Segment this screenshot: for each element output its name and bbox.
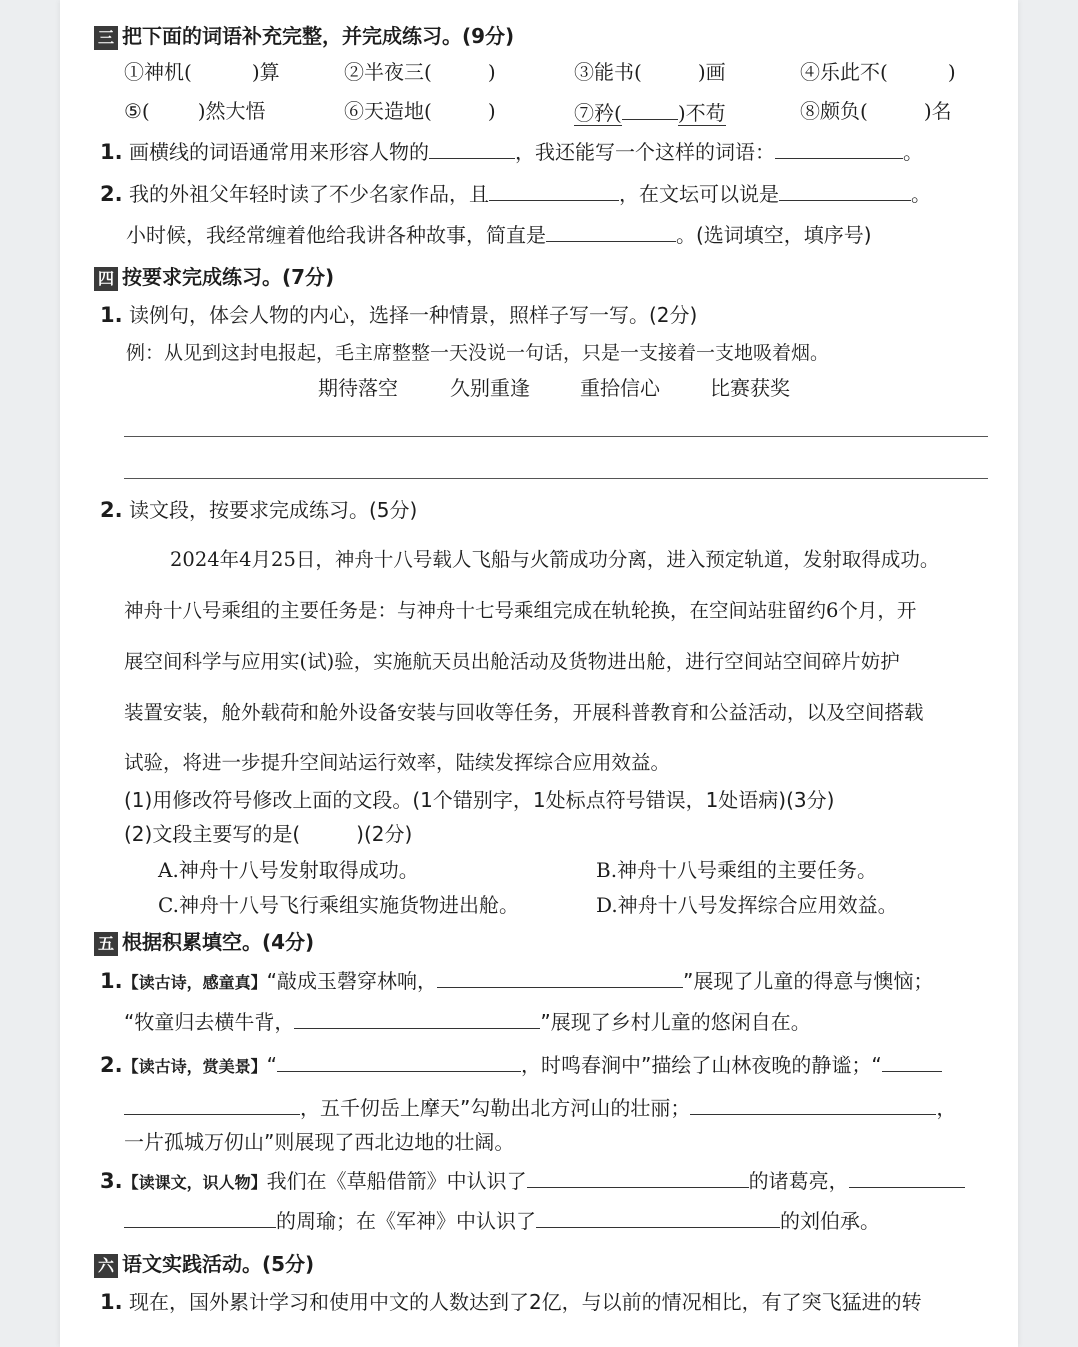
- question-text: )(2分): [356, 822, 413, 846]
- question-tag: 【读古诗，感童真】: [122, 973, 267, 992]
- section-5-title: 根据积累填空。(4分): [122, 930, 315, 954]
- scene-option-3: 重拾信心: [580, 376, 660, 400]
- word-item-8a: ⑧颇负(: [800, 99, 868, 123]
- question-text: 。: [910, 182, 931, 206]
- section-3-title: 把下面的词语补充完整，并完成练习。(9分): [122, 24, 515, 48]
- answer-blank[interactable]: [489, 180, 619, 201]
- answer-blank[interactable]: [775, 138, 903, 159]
- word-item-3: [574, 58, 726, 86]
- sec5-question-3-line2: [124, 1207, 880, 1235]
- word-item-5a: ⑤(: [124, 99, 150, 123]
- question-text: 现在，国外累计学习和使用中文的人数达到了2亿，与以前的情况相比，有了突飞猛进的转: [128, 1290, 922, 1314]
- sec5-question-3: [100, 1167, 965, 1197]
- writing-line-2[interactable]: [124, 478, 988, 479]
- question-text: ，五千仞岳上摩天”勾勒出北方河山的壮丽；: [300, 1096, 691, 1120]
- passage-line-3: 展空间科学与应用实(试)验，实施航天员出舱活动及货物进出舱，进行空间站空间碎片妨护: [124, 650, 900, 673]
- option-b[interactable]: B.神舟十八号乘组的主要任务。: [596, 858, 878, 882]
- word-item-3b: )画: [697, 60, 726, 84]
- word-item-6a: ⑥天造地(: [344, 99, 432, 123]
- scene-option-1: 期待落空: [318, 376, 398, 400]
- section-5-badge: 五: [94, 932, 118, 956]
- sec5-question-2-line2: [124, 1094, 956, 1122]
- question-text: “: [266, 1053, 277, 1077]
- section-6-badge: 六: [94, 1254, 118, 1278]
- question-text: 我们在《草船借箭》中认识了: [266, 1169, 527, 1193]
- sec4-question-1: [100, 301, 697, 329]
- question-number: 1.: [100, 303, 123, 327]
- sec5-question-1: [100, 967, 933, 997]
- section-4-heading: [94, 263, 334, 291]
- word-item-5: [124, 97, 266, 125]
- answer-blank[interactable]: [882, 1051, 942, 1072]
- sec5-question-2-line3: 一片孤城万仞山”则展现了西北边地的壮阔。: [124, 1130, 515, 1154]
- question-text: 的周瑜；在《军神》中认识了: [276, 1209, 536, 1233]
- question-number: 1.: [100, 140, 123, 164]
- answer-blank[interactable]: [690, 1094, 936, 1115]
- answer-blank[interactable]: [437, 967, 683, 988]
- scene-option-4: 比赛获奖: [710, 376, 790, 400]
- section-4-title: 按要求完成练习。(7分): [122, 265, 335, 289]
- sub-question-1: (1)用修改符号修改上面的文段。(1个错别字，1处标点符号错误，1处语病)(3分): [124, 788, 835, 812]
- question-number: 2.: [100, 1053, 123, 1077]
- question-text: ”展现了乡村儿童的悠闲自在。: [540, 1010, 811, 1034]
- word-item-8: [800, 97, 952, 125]
- question-tag: 【读古诗，赏美景】: [122, 1057, 267, 1076]
- word-item-5b: )然大悟: [197, 99, 266, 123]
- sec5-question-2: [100, 1051, 942, 1081]
- word-item-7a: ⑦矜(: [574, 101, 622, 125]
- answer-blank[interactable]: [536, 1207, 780, 1228]
- passage-line-1: 2024年4月25日，神舟十八号载人飞船与火箭成功分离，进入预定轨道，发射取得成功。: [170, 548, 940, 571]
- word-item-6b: ): [487, 99, 496, 123]
- scene-option-2: 久别重逢: [450, 376, 530, 400]
- passage-line-5: 试验，将进一步提升空间站运行效率，陆续发挥综合应用效益。: [124, 751, 671, 774]
- question-text: 。(选词填空，填序号): [676, 223, 872, 247]
- question-number: 1.: [100, 1290, 123, 1314]
- sec6-question-1: [100, 1288, 922, 1316]
- word-item-3a: ③能书(: [574, 60, 642, 84]
- question-text: 。: [902, 140, 923, 164]
- question-number: 1.: [100, 969, 123, 993]
- example-sentence: 例：从见到这封电报起，毛主席整整一天没说一句话，只是一支接着一支地吸着烟。: [126, 342, 830, 364]
- sec5-question-1-line2: [124, 1008, 811, 1036]
- option-d[interactable]: D.神舟十八号发挥综合应用效益。: [596, 893, 898, 917]
- option-c[interactable]: C.神舟十八号飞行乘组实施货物进出舱。: [158, 893, 519, 917]
- sec3-question-1: [100, 138, 923, 166]
- question-tag: 【读课文，识人物】: [122, 1173, 267, 1192]
- word-item-4a: ④乐此不(: [800, 60, 888, 84]
- word-item-4: [800, 58, 956, 86]
- sub-question-2: [124, 820, 412, 848]
- answer-blank[interactable]: [124, 1094, 300, 1115]
- question-text: 的诸葛亮，: [748, 1169, 849, 1193]
- sec3-question-2-line2: [126, 221, 872, 249]
- sec3-question-2: [100, 180, 931, 208]
- passage-line-4: 装置安装，舱外载荷和舱外设备安装与回收等任务，开展科普教育和公益活动，以及空间搭载: [124, 701, 924, 724]
- question-text: “牧童归去横牛背，: [124, 1010, 295, 1034]
- question-text: ，时鸣春涧中”描绘了山林夜晚的静谧；“: [520, 1053, 882, 1077]
- question-text: 画横线的词语通常用来形容人物的: [128, 140, 429, 164]
- answer-blank[interactable]: [277, 1051, 521, 1072]
- question-number: 2.: [100, 498, 123, 522]
- answer-blank[interactable]: [124, 1207, 276, 1228]
- word-item-1a: ①神机(: [124, 60, 192, 84]
- question-text: “敲成玉磬穿林响，: [266, 969, 437, 993]
- question-text: ，: [936, 1096, 957, 1120]
- question-text: 读例句，体会人物的内心，选择一种情景，照样子写一写。(2分): [128, 303, 698, 327]
- question-text: ”展现了儿童的得意与懊恼；: [682, 969, 934, 993]
- answer-blank[interactable]: [429, 138, 515, 159]
- word-item-6: [344, 97, 496, 125]
- question-text: 的刘伯承。: [780, 1209, 880, 1233]
- passage-line-2: 神舟十八号乘组的主要任务是：与神舟十七号乘组完成在轨轮换，在空间站驻留约6个月，开: [124, 599, 917, 622]
- word-item-2: [344, 58, 496, 86]
- section-5-heading: [94, 928, 314, 956]
- answer-blank[interactable]: [779, 180, 911, 201]
- word-item-1b: )算: [251, 60, 280, 84]
- answer-blank[interactable]: [546, 221, 676, 242]
- word-item-7b: )不苟: [677, 101, 726, 125]
- question-text: 我的外祖父年轻时读了不少名家作品，且: [128, 182, 489, 206]
- answer-blank[interactable]: [527, 1167, 749, 1188]
- question-text: 小时候，我经常缠着他给我讲各种故事，简直是: [126, 223, 546, 247]
- writing-line-1[interactable]: [124, 436, 988, 437]
- sec4-question-2: [100, 496, 417, 524]
- option-a[interactable]: A.神舟十八号发射取得成功。: [158, 858, 419, 882]
- question-text: 读文段，按要求完成练习。(5分): [128, 498, 418, 522]
- section-6-title: 语文实践活动。(5分): [122, 1252, 315, 1276]
- question-number: 2.: [100, 182, 123, 206]
- question-text: (2)文段主要写的是(: [124, 822, 301, 846]
- worksheet-page: [60, 0, 1018, 1347]
- word-item-7: [574, 97, 726, 127]
- word-item-2a: ②半夜三(: [344, 60, 432, 84]
- section-3-heading: [94, 22, 514, 50]
- word-item-2b: ): [487, 60, 496, 84]
- word-item-4b: ): [947, 60, 956, 84]
- answer-blank[interactable]: [849, 1167, 965, 1188]
- word-items-row-1: [124, 58, 280, 86]
- section-6-heading: [94, 1250, 314, 1278]
- question-text: ，我还能写一个这样的词语：: [514, 140, 775, 164]
- section-4-badge: 四: [94, 267, 118, 291]
- word-item-8b: )名: [923, 99, 952, 123]
- answer-blank[interactable]: [294, 1008, 540, 1029]
- question-text: ，在文坛可以说是: [618, 182, 779, 206]
- section-3-badge: 三: [94, 26, 118, 50]
- question-number: 3.: [100, 1169, 123, 1193]
